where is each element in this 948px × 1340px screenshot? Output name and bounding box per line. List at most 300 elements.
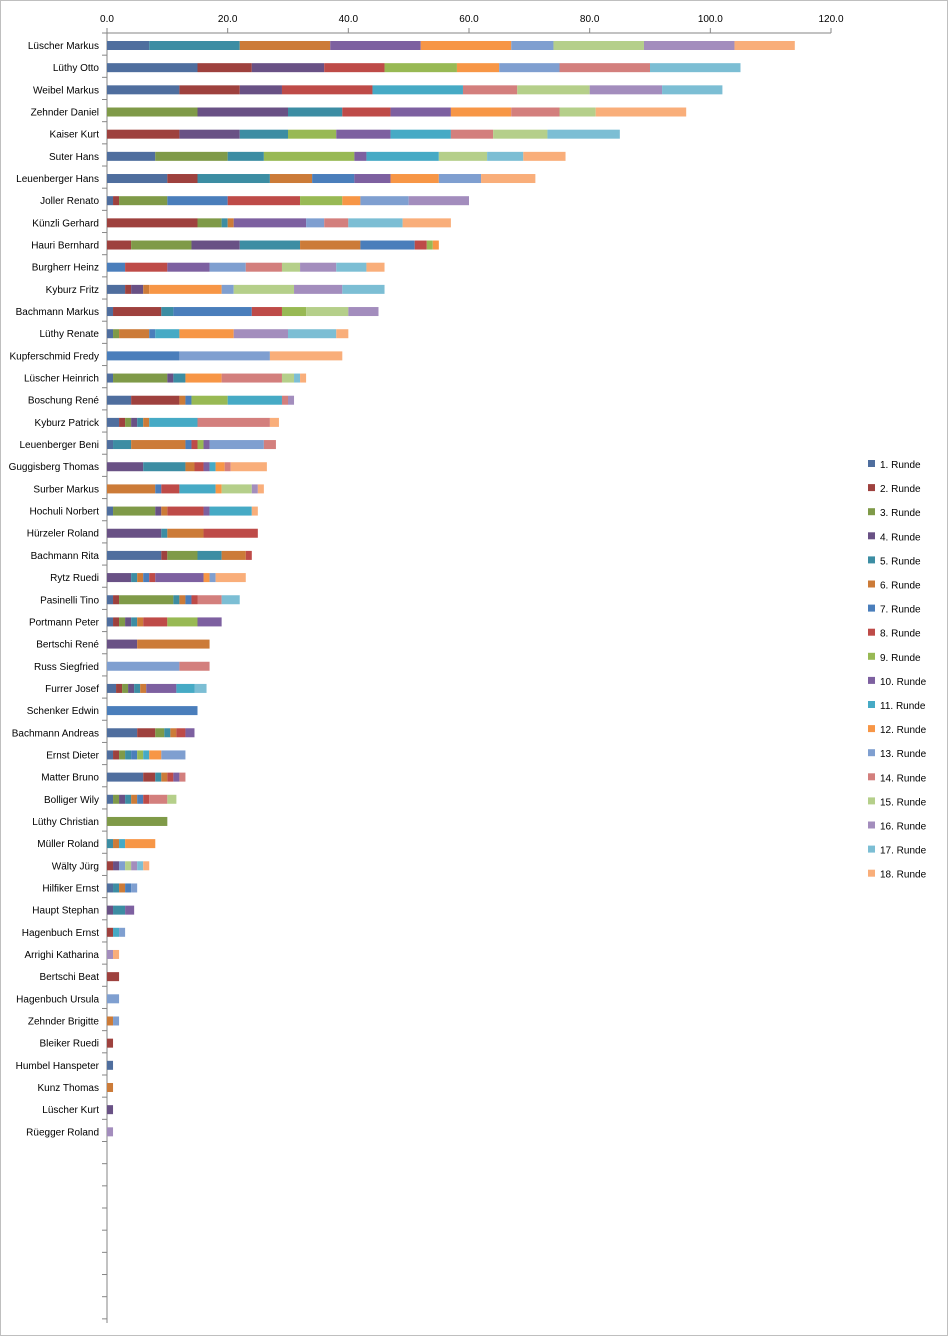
bar-segment bbox=[155, 507, 161, 516]
bar-segment bbox=[107, 551, 161, 560]
bar-segment bbox=[143, 617, 167, 626]
bar-segment bbox=[161, 750, 185, 759]
bar-segment bbox=[167, 174, 197, 183]
bar-segment bbox=[107, 640, 137, 649]
bar-segment bbox=[131, 418, 137, 427]
legend-swatch bbox=[868, 484, 875, 491]
bar-segment bbox=[113, 861, 119, 870]
category-label: Guggisberg Thomas bbox=[8, 462, 99, 474]
category-label: Bleiker Ruedi bbox=[39, 1038, 99, 1050]
bar-segment bbox=[427, 241, 433, 250]
bar-segment bbox=[650, 63, 741, 72]
bar-segment bbox=[228, 396, 282, 405]
bar-segment bbox=[107, 662, 179, 671]
bar-segment bbox=[360, 241, 414, 250]
bar-segment bbox=[306, 307, 348, 316]
bar-segment bbox=[107, 728, 137, 737]
bar-segment bbox=[107, 351, 179, 360]
bar-segment bbox=[149, 573, 155, 582]
bar-segment bbox=[107, 1127, 113, 1136]
legend-swatch bbox=[868, 629, 875, 636]
bar-segment bbox=[198, 218, 222, 227]
stacked-bar-chart bbox=[1, 1, 947, 1335]
bar-segment bbox=[204, 462, 210, 471]
bar-segment bbox=[119, 750, 125, 759]
legend bbox=[868, 460, 927, 881]
legend-swatch bbox=[868, 749, 875, 756]
category-label: Müller Roland bbox=[37, 839, 99, 851]
bar-segment bbox=[107, 906, 113, 915]
bar-segment bbox=[222, 595, 240, 604]
bar-segment bbox=[231, 462, 267, 471]
bar-segment bbox=[499, 63, 559, 72]
bar-segment bbox=[288, 329, 336, 338]
legend-swatch bbox=[868, 701, 875, 708]
bar-segment bbox=[366, 152, 438, 161]
x-tick-label: 120.0 bbox=[818, 14, 844, 25]
category-label: Hürzeler Roland bbox=[26, 528, 99, 540]
bar-segment bbox=[246, 263, 282, 272]
bar-segment bbox=[113, 196, 119, 205]
bar-segment bbox=[457, 63, 499, 72]
bar-segment bbox=[125, 617, 131, 626]
bar-segment bbox=[113, 795, 119, 804]
legend-label: 16. Runde bbox=[880, 821, 927, 833]
bar-segment bbox=[463, 85, 517, 94]
category-label: Hagenbuch Ernst bbox=[21, 927, 99, 939]
bar-segment bbox=[342, 196, 360, 205]
bar-segment bbox=[176, 728, 185, 737]
bar-segment bbox=[173, 307, 251, 316]
bar-segment bbox=[107, 617, 113, 626]
bar-segment bbox=[282, 396, 288, 405]
bar-segment bbox=[596, 108, 687, 117]
bar-segment bbox=[161, 307, 173, 316]
legend-label: 6. Runde bbox=[880, 580, 921, 592]
bar-segment bbox=[191, 241, 239, 250]
bar-segment bbox=[222, 374, 282, 383]
bar-segment bbox=[119, 595, 173, 604]
category-label: Bertschi René bbox=[36, 639, 99, 651]
bar-segment bbox=[216, 484, 222, 493]
category-label: Lüthy Renate bbox=[39, 329, 99, 341]
bar-segment bbox=[119, 883, 125, 892]
legend-swatch bbox=[868, 797, 875, 804]
bar-segment bbox=[258, 484, 264, 493]
bar-segment bbox=[125, 418, 131, 427]
bar-segment bbox=[336, 329, 348, 338]
bar-segment bbox=[161, 507, 167, 516]
bar-segment bbox=[113, 507, 155, 516]
bar-segment bbox=[282, 263, 300, 272]
bar-segment bbox=[137, 418, 143, 427]
legend-label: 9. Runde bbox=[880, 652, 921, 664]
bar-segment bbox=[143, 462, 185, 471]
bar-segment bbox=[107, 1061, 113, 1070]
bar-segment bbox=[282, 374, 294, 383]
bar-segment bbox=[366, 263, 384, 272]
bar-segment bbox=[421, 41, 512, 50]
bar-segment bbox=[240, 241, 300, 250]
bar-segment bbox=[131, 795, 137, 804]
category-label: Zehnder Brigitte bbox=[27, 1016, 99, 1028]
category-label: Kyburz Patrick bbox=[34, 417, 99, 429]
bar-segment bbox=[155, 728, 164, 737]
bar-segment bbox=[348, 307, 378, 316]
bar-segment bbox=[140, 684, 146, 693]
bar-segment bbox=[131, 241, 191, 250]
bar-segment bbox=[204, 573, 210, 582]
bar-segment bbox=[185, 374, 221, 383]
category-label: Furrer Josef bbox=[45, 683, 99, 695]
bar-segment bbox=[252, 507, 258, 516]
bar-segment bbox=[194, 462, 203, 471]
bar-segment bbox=[125, 750, 131, 759]
bar-segment bbox=[194, 684, 206, 693]
bar-segment bbox=[125, 795, 131, 804]
category-label: Leuenberger Hans bbox=[16, 174, 99, 186]
category-label: Rüegger Roland bbox=[26, 1127, 99, 1139]
bar-segment bbox=[107, 773, 143, 782]
bar-segment bbox=[107, 63, 198, 72]
legend-label: 10. Runde bbox=[880, 676, 927, 688]
bar-segment bbox=[300, 374, 306, 383]
bar-segment bbox=[252, 484, 258, 493]
bar-segment bbox=[222, 484, 252, 493]
bar-segment bbox=[354, 152, 366, 161]
bar-segment bbox=[191, 440, 197, 449]
bar-segment bbox=[131, 750, 137, 759]
category-label: Bertschi Beat bbox=[39, 972, 99, 984]
bar-segment bbox=[107, 440, 113, 449]
bar-segment bbox=[173, 773, 179, 782]
bar-segment bbox=[523, 152, 565, 161]
bar-segment bbox=[734, 41, 794, 50]
bar-segment bbox=[210, 573, 216, 582]
bar-segment bbox=[113, 1016, 119, 1025]
bar-segment bbox=[134, 684, 140, 693]
bar-segment bbox=[107, 795, 113, 804]
bar-segment bbox=[149, 418, 197, 427]
bar-segment bbox=[107, 307, 113, 316]
bar-segment bbox=[137, 640, 209, 649]
legend-label: 1. Runde bbox=[880, 460, 921, 471]
bar-segment bbox=[149, 285, 221, 294]
x-tick-label: 100.0 bbox=[697, 14, 723, 25]
bar-segment bbox=[198, 418, 270, 427]
bar-segment bbox=[107, 108, 198, 117]
bar-segment bbox=[234, 329, 288, 338]
legend-swatch bbox=[868, 822, 875, 829]
bar-segment bbox=[161, 529, 167, 538]
bar-segment bbox=[107, 285, 125, 294]
bar-segment bbox=[409, 196, 469, 205]
bar-segment bbox=[146, 684, 176, 693]
bar-segment bbox=[107, 839, 113, 848]
bar-segment bbox=[173, 595, 179, 604]
bar-segment bbox=[119, 861, 125, 870]
bar-segment bbox=[336, 130, 390, 139]
category-label: Lüscher Markus bbox=[27, 41, 99, 52]
bar-segment bbox=[155, 152, 227, 161]
bar-segment bbox=[125, 285, 131, 294]
category-label: Burgherr Heinz bbox=[31, 262, 99, 274]
category-label: Kyburz Fritz bbox=[45, 284, 99, 296]
category-label: Hilfiker Ernst bbox=[42, 883, 99, 895]
legend-label: 4. Runde bbox=[880, 532, 921, 544]
bar-segment bbox=[185, 396, 191, 405]
bar-segment bbox=[155, 484, 161, 493]
bar-segment bbox=[198, 617, 222, 626]
bar-segment bbox=[228, 152, 264, 161]
bar-segment bbox=[179, 396, 185, 405]
bar-segment bbox=[107, 1105, 113, 1114]
category-label: Wälty Jürg bbox=[51, 861, 99, 873]
bar-segment bbox=[222, 551, 246, 560]
bar-segment bbox=[300, 196, 342, 205]
legend-label: 18. Runde bbox=[880, 869, 927, 881]
bar-segment bbox=[342, 108, 390, 117]
bars-layer bbox=[107, 41, 795, 1136]
bar-segment bbox=[131, 440, 185, 449]
bar-segment bbox=[113, 928, 119, 937]
bar-segment bbox=[107, 529, 161, 538]
bar-segment bbox=[167, 551, 197, 560]
category-label: Lüscher Heinrich bbox=[23, 373, 99, 385]
bar-segment bbox=[210, 507, 252, 516]
bar-segment bbox=[590, 85, 662, 94]
category-label: Pasinelli Tino bbox=[40, 595, 99, 607]
bar-segment bbox=[107, 462, 143, 471]
bar-segment bbox=[113, 617, 119, 626]
category-label: Lüscher Kurt bbox=[42, 1105, 99, 1117]
legend-label: 14. Runde bbox=[880, 773, 927, 785]
bar-segment bbox=[149, 329, 155, 338]
bar-segment bbox=[348, 218, 402, 227]
bar-segment bbox=[204, 529, 258, 538]
legend-swatch bbox=[868, 460, 875, 467]
bar-segment bbox=[553, 41, 644, 50]
category-label: Suter Hans bbox=[48, 151, 99, 163]
bar-segment bbox=[644, 41, 735, 50]
legend-label: 12. Runde bbox=[880, 725, 927, 737]
category-label: Lüthy Otto bbox=[52, 63, 99, 75]
category-label: Haupt Stephan bbox=[32, 905, 99, 917]
bar-segment bbox=[107, 329, 113, 338]
category-label: Ernst Dieter bbox=[46, 750, 99, 762]
bar-segment bbox=[252, 307, 282, 316]
bar-segment bbox=[119, 418, 125, 427]
bar-segment bbox=[125, 839, 155, 848]
x-tick-label: 20.0 bbox=[217, 14, 238, 25]
bar-segment bbox=[191, 595, 197, 604]
x-tick-label: 0.0 bbox=[100, 14, 114, 25]
bar-segment bbox=[107, 994, 119, 1003]
bar-segment bbox=[198, 595, 222, 604]
bar-segment bbox=[119, 795, 125, 804]
category-label: Kunz Thomas bbox=[37, 1082, 99, 1094]
bar-segment bbox=[560, 108, 596, 117]
bar-segment bbox=[113, 595, 119, 604]
bar-segment bbox=[113, 329, 119, 338]
bar-segment bbox=[216, 462, 225, 471]
bar-segment bbox=[306, 218, 324, 227]
bar-segment bbox=[113, 839, 119, 848]
bar-segment bbox=[330, 41, 421, 50]
bar-segment bbox=[204, 507, 210, 516]
bar-segment bbox=[137, 617, 143, 626]
bar-segment bbox=[240, 130, 288, 139]
bar-segment bbox=[312, 174, 354, 183]
bar-segment bbox=[391, 108, 451, 117]
bar-segment bbox=[167, 507, 203, 516]
bar-segment bbox=[155, 773, 161, 782]
bar-segment bbox=[222, 285, 234, 294]
bar-segment bbox=[107, 684, 116, 693]
bar-segment bbox=[107, 1083, 113, 1092]
bar-segment bbox=[113, 440, 131, 449]
category-label: Hagenbuch Ursula bbox=[16, 994, 99, 1006]
legend-label: 15. Runde bbox=[880, 797, 927, 809]
bar-segment bbox=[107, 507, 113, 516]
bar-segment bbox=[252, 63, 324, 72]
category-label: Zehnder Daniel bbox=[30, 107, 99, 119]
bar-segment bbox=[228, 196, 300, 205]
bar-segment bbox=[107, 750, 113, 759]
bar-segment bbox=[403, 218, 451, 227]
bar-segment bbox=[173, 374, 185, 383]
bar-segment bbox=[270, 418, 279, 427]
category-label: Surber Markus bbox=[33, 484, 99, 496]
bar-segment bbox=[210, 462, 216, 471]
bar-segment bbox=[119, 329, 149, 338]
bar-segment bbox=[137, 728, 155, 737]
legend-swatch bbox=[868, 508, 875, 515]
bar-segment bbox=[198, 440, 204, 449]
category-label: Matter Bruno bbox=[41, 772, 99, 784]
category-label: Portmann Peter bbox=[28, 617, 99, 629]
bar-segment bbox=[107, 396, 131, 405]
category-label: Humbel Hanspeter bbox=[15, 1060, 99, 1072]
legend-label: 7. Runde bbox=[880, 604, 921, 616]
bar-segment bbox=[481, 174, 535, 183]
legend-swatch bbox=[868, 556, 875, 563]
bar-segment bbox=[433, 241, 439, 250]
bar-segment bbox=[143, 285, 149, 294]
bar-segment bbox=[185, 595, 191, 604]
bar-segment bbox=[342, 285, 384, 294]
bar-segment bbox=[107, 972, 119, 981]
bar-segment bbox=[240, 85, 282, 94]
bar-segment bbox=[560, 63, 651, 72]
bar-segment bbox=[107, 1039, 113, 1048]
bar-segment bbox=[107, 950, 113, 959]
category-label: Bachmann Andreas bbox=[11, 728, 99, 740]
bar-segment bbox=[143, 573, 149, 582]
bar-segment bbox=[282, 307, 306, 316]
bar-segment bbox=[167, 617, 197, 626]
bar-segment bbox=[161, 773, 167, 782]
bar-segment bbox=[336, 263, 366, 272]
bar-segment bbox=[149, 750, 161, 759]
category-label: Bachmann Rita bbox=[30, 550, 99, 562]
bar-segment bbox=[225, 462, 231, 471]
bar-segment bbox=[185, 728, 194, 737]
bar-segment bbox=[107, 1016, 113, 1025]
bar-segment bbox=[107, 706, 198, 715]
category-label: Russ Siegfried bbox=[33, 661, 99, 673]
bar-segment bbox=[547, 130, 619, 139]
bar-segment bbox=[167, 374, 173, 383]
bar-segment bbox=[107, 374, 113, 383]
bar-segment bbox=[179, 329, 233, 338]
bar-segment bbox=[198, 551, 222, 560]
bar-segment bbox=[107, 174, 167, 183]
bar-segment bbox=[107, 418, 119, 427]
category-label: Kupferschmid Fredy bbox=[9, 351, 99, 363]
legend-swatch bbox=[868, 725, 875, 732]
bar-segment bbox=[107, 130, 179, 139]
bar-segment bbox=[288, 396, 294, 405]
bar-segment bbox=[288, 108, 342, 117]
bar-segment bbox=[167, 529, 203, 538]
category-label: Hauri Bernhard bbox=[31, 240, 99, 252]
bar-segment bbox=[179, 130, 239, 139]
bar-segment bbox=[107, 218, 198, 227]
bar-segment bbox=[119, 928, 125, 937]
bar-segment bbox=[216, 573, 246, 582]
bar-segment bbox=[493, 130, 547, 139]
bar-segment bbox=[107, 573, 131, 582]
bar-segment bbox=[107, 817, 167, 826]
bar-segment bbox=[125, 263, 167, 272]
bar-segment bbox=[270, 174, 312, 183]
bar-segment bbox=[107, 595, 113, 604]
bar-segment bbox=[234, 285, 294, 294]
bar-segment bbox=[131, 861, 137, 870]
bar-segment bbox=[198, 63, 252, 72]
bar-segment bbox=[300, 263, 336, 272]
bar-segment bbox=[107, 928, 113, 937]
bar-segment bbox=[113, 750, 119, 759]
bar-segment bbox=[511, 108, 559, 117]
bar-segment bbox=[300, 241, 360, 250]
bar-segment bbox=[179, 351, 270, 360]
legend-swatch bbox=[868, 581, 875, 588]
legend-label: 11. Runde bbox=[880, 701, 926, 712]
bar-segment bbox=[179, 595, 185, 604]
bar-segment bbox=[264, 440, 276, 449]
bar-segment bbox=[282, 85, 373, 94]
category-label: Weibel Markus bbox=[33, 85, 99, 97]
bar-segment bbox=[270, 351, 342, 360]
bar-segment bbox=[107, 861, 113, 870]
bar-segment bbox=[137, 750, 143, 759]
category-label: Rytz Ruedi bbox=[50, 573, 99, 585]
bar-segment bbox=[125, 861, 131, 870]
bar-segment bbox=[372, 85, 463, 94]
bar-segment bbox=[167, 263, 209, 272]
bar-segment bbox=[222, 218, 228, 227]
bar-segment bbox=[294, 374, 300, 383]
bar-segment bbox=[170, 728, 176, 737]
bar-segment bbox=[294, 285, 342, 294]
bar-segment bbox=[198, 174, 270, 183]
bar-segment bbox=[246, 551, 252, 560]
bar-segment bbox=[161, 484, 179, 493]
bar-segment bbox=[143, 750, 149, 759]
bar-segment bbox=[240, 41, 331, 50]
